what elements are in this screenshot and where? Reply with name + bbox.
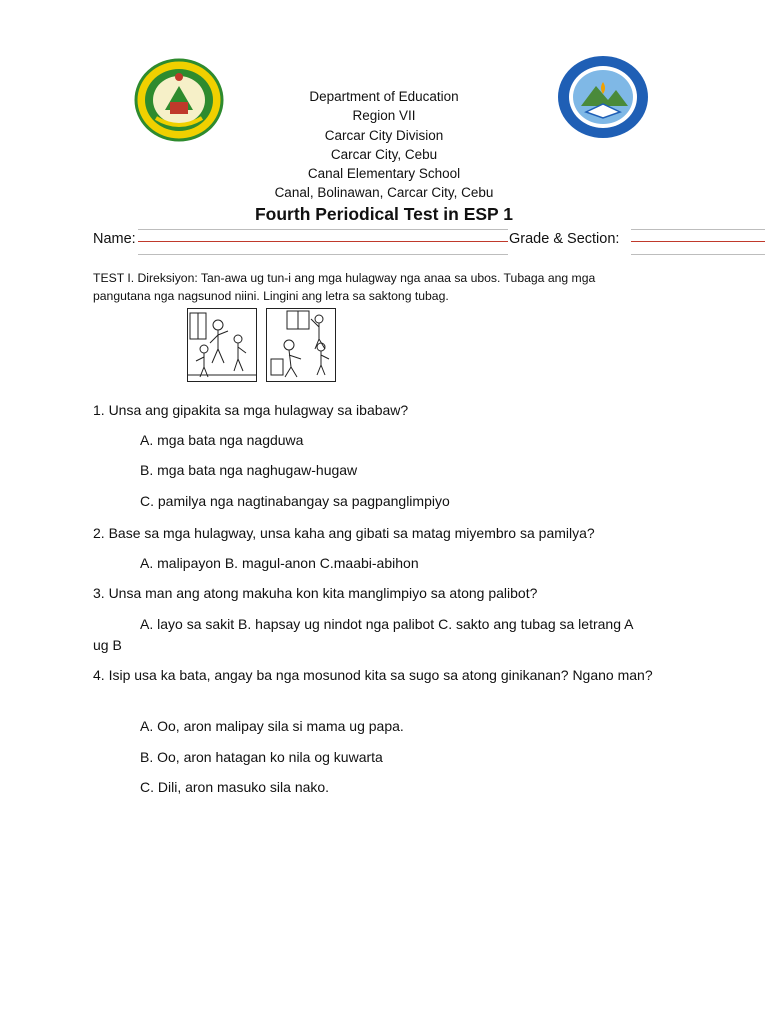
header-line: Canal, Bolinawan, Carcar City, Cebu — [274, 185, 494, 201]
header-line: Canal Elementary School — [307, 166, 461, 182]
name-field[interactable] — [138, 229, 508, 230]
header-line: Carcar City Division — [324, 127, 444, 143]
picture-set — [187, 308, 337, 381]
grade-section-underline — [631, 241, 765, 242]
name-field-bottom — [138, 254, 508, 255]
question-2: 2. Base sa mga hulagway, unsa kaha ang gibati sa matag miyembro sa pamilya? — [93, 525, 595, 541]
header-line: Carcar City, Cebu — [330, 146, 438, 162]
canal-elementary-seal-icon — [556, 54, 650, 140]
test-instructions: TEST I. Direksiyon: Tan-awa ug tun-i ang mga hulagway nga anaa sa ubos. Tubaga ang mga pangutana nga nagsunod niini. Lingini ang letra sa saktong tubag. — [93, 271, 596, 303]
question-3-options-text: A. layo sa sakit B. hapsay ug nindot nga palibot C. sakto ang tubag sa letrang A ug B — [93, 616, 633, 653]
page-title: Fourth Periodical Test in ESP 1 — [254, 204, 514, 224]
question-1-option-b[interactable]: B. mga bata nga naghugaw-hugaw — [140, 462, 358, 478]
question-1: 1. Unsa ang gipakita sa mga hulagway sa ibabaw? — [93, 402, 409, 418]
family-cleaning-picture-2 — [266, 308, 336, 382]
header-line: Region VII — [352, 108, 416, 124]
grade-section-field-bottom — [631, 254, 765, 255]
family-cleaning-picture-1 — [187, 308, 257, 382]
grade-section-field[interactable] — [631, 229, 765, 230]
question-4-option-c[interactable]: C. Dili, aron masuko sila nako. — [140, 779, 330, 795]
question-4-option-a[interactable]: A. Oo, aron malipay sila si mama ug papa. — [140, 718, 404, 734]
name-label: Name: — [93, 231, 136, 247]
question-4: 4. Isip usa ka bata, angay ba nga mosunod kita sa sugo sa atong ginikanan? Ngano man? — [93, 667, 653, 683]
student-info-row — [93, 229, 768, 255]
school-seal-icon — [134, 58, 224, 142]
question-3: 3. Unsa man ang atong makuha kon kita manglimpiyo sa atong palibot? — [93, 585, 538, 601]
header-line: Department of Education — [309, 89, 459, 104]
name-underline — [138, 241, 508, 242]
question-1-option-a[interactable]: A. mga bata nga nagduwa — [140, 432, 304, 448]
question-2-options[interactable]: A. malipayon B. magul-anon C.maabi-abihon — [140, 555, 419, 571]
question-1-option-c[interactable]: C. pamilya nga nagtinabangay sa pagpanglimpiyo — [140, 493, 450, 509]
school-header — [230, 87, 538, 203]
grade-section-label: Grade & Section: — [509, 231, 620, 247]
question-4-option-b[interactable]: B. Oo, aron hatagan ko nila og kuwarta — [140, 749, 383, 765]
question-3-options[interactable] — [93, 614, 646, 656]
